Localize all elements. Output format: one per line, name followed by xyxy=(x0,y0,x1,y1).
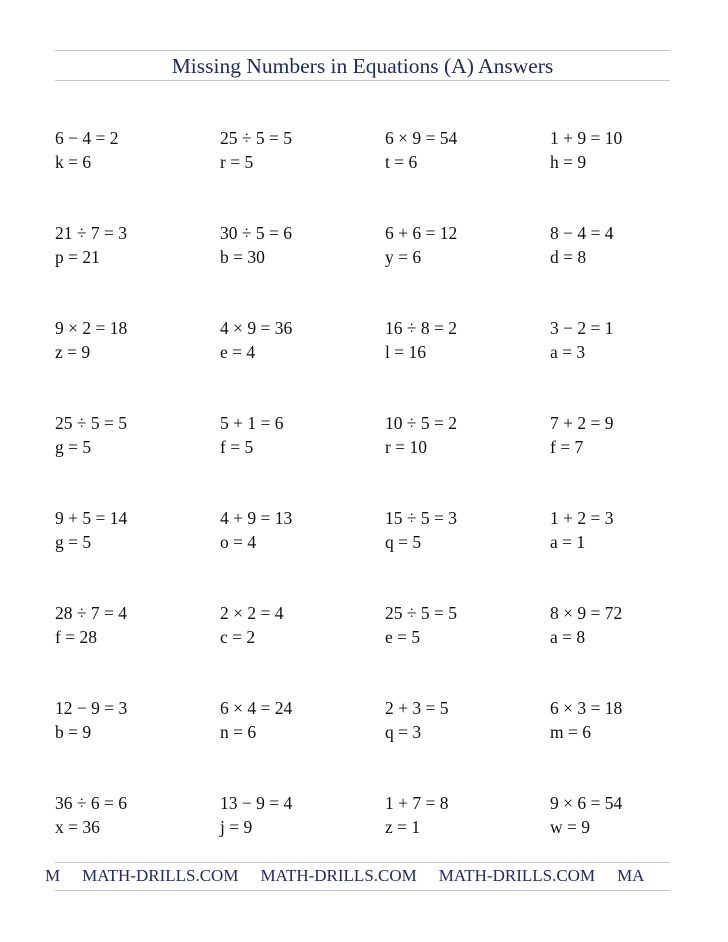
equation-text: 4 × 9 = 36 xyxy=(220,318,293,338)
problem-item xyxy=(385,601,545,657)
equation-text: 8 − 4 = 4 xyxy=(550,223,614,243)
equation-text: 6 + 6 = 12 xyxy=(385,223,458,243)
problem-row xyxy=(55,316,715,376)
equation-text: 25 ÷ 5 = 5 xyxy=(385,603,457,623)
problem-item xyxy=(220,221,380,277)
equation-text: 6 − 4 = 2 xyxy=(55,128,119,148)
problem-row xyxy=(55,126,715,186)
problem-item xyxy=(385,411,545,467)
footer-track xyxy=(45,863,666,889)
answer-text: f = 28 xyxy=(55,627,97,647)
answer-text: p = 21 xyxy=(55,247,100,267)
footer-watermark-item: M xyxy=(45,866,61,885)
problem-row xyxy=(55,791,715,851)
equation-text: 2 + 3 = 5 xyxy=(385,698,449,718)
problem-row xyxy=(55,506,715,566)
problem-item xyxy=(55,791,215,847)
answer-text: r = 10 xyxy=(385,437,427,457)
problem-item xyxy=(220,601,380,657)
answer-text: a = 1 xyxy=(550,532,586,552)
answer-text: z = 9 xyxy=(55,342,91,362)
problem-row xyxy=(55,221,715,281)
equation-text: 3 − 2 = 1 xyxy=(550,318,614,338)
equation-text: 25 ÷ 5 = 5 xyxy=(55,413,127,433)
equation-text: 5 + 1 = 6 xyxy=(220,413,284,433)
equation-text: 1 + 2 = 3 xyxy=(550,508,614,528)
equation-text: 8 × 9 = 72 xyxy=(550,603,623,623)
answer-text: l = 16 xyxy=(385,342,426,362)
equation-text: 36 ÷ 6 = 6 xyxy=(55,793,127,813)
problem-item xyxy=(55,316,215,372)
footer-watermark-item: MATH-DRILLS.COM xyxy=(438,866,596,885)
problem-item xyxy=(385,791,545,847)
problem-item xyxy=(385,126,545,182)
problem-item xyxy=(220,316,380,372)
problem-item xyxy=(220,791,380,847)
problem-item xyxy=(550,506,710,562)
problem-item xyxy=(385,506,545,562)
answer-text: b = 9 xyxy=(55,722,92,742)
answer-text: q = 3 xyxy=(385,722,422,742)
answer-text: a = 3 xyxy=(550,342,586,362)
answer-text: q = 5 xyxy=(385,532,422,552)
equation-text: 6 × 9 = 54 xyxy=(385,128,458,148)
problem-item xyxy=(550,126,710,182)
problem-item xyxy=(550,411,710,467)
answer-text: r = 5 xyxy=(220,152,254,172)
equation-text: 7 + 2 = 9 xyxy=(550,413,614,433)
equation-text: 2 × 2 = 4 xyxy=(220,603,284,623)
equation-text: 30 ÷ 5 = 6 xyxy=(220,223,292,243)
equation-text: 12 − 9 = 3 xyxy=(55,698,128,718)
problem-item xyxy=(550,791,710,847)
answer-text: o = 4 xyxy=(220,532,257,552)
problem-item xyxy=(220,506,380,562)
answer-text: h = 9 xyxy=(550,152,587,172)
equation-text: 4 + 9 = 13 xyxy=(220,508,293,528)
equation-text: 13 − 9 = 4 xyxy=(220,793,293,813)
footer-watermark-item: MA xyxy=(617,866,645,885)
answer-text: g = 5 xyxy=(55,437,92,457)
problem-item xyxy=(385,221,545,277)
equation-text: 6 × 3 = 18 xyxy=(550,698,623,718)
problem-item xyxy=(55,411,215,467)
footer-watermark xyxy=(45,863,670,889)
equation-text: 9 × 2 = 18 xyxy=(55,318,128,338)
problem-item xyxy=(385,316,545,372)
answer-text: w = 9 xyxy=(550,817,591,837)
answer-text: f = 7 xyxy=(550,437,584,457)
equation-text: 9 + 5 = 14 xyxy=(55,508,128,528)
problem-item xyxy=(220,411,380,467)
answer-text: k = 6 xyxy=(55,152,92,172)
problem-item xyxy=(55,506,215,562)
footer-bottom-rule xyxy=(55,890,670,891)
answer-text: z = 1 xyxy=(385,817,421,837)
answer-text: g = 5 xyxy=(55,532,92,552)
answer-text: c = 2 xyxy=(220,627,256,647)
answer-text: j = 9 xyxy=(220,817,253,837)
answer-text: a = 8 xyxy=(550,627,586,647)
problem-row xyxy=(55,411,715,471)
equation-text: 21 ÷ 7 = 3 xyxy=(55,223,127,243)
equation-text: 15 ÷ 5 = 3 xyxy=(385,508,457,528)
answer-text: n = 6 xyxy=(220,722,257,742)
problem-item xyxy=(220,696,380,752)
problem-row xyxy=(55,601,715,661)
answer-text: e = 5 xyxy=(385,627,421,647)
footer-watermark-item: MATH-DRILLS.COM xyxy=(82,866,239,885)
answer-text: e = 4 xyxy=(220,342,256,362)
equation-text: 10 ÷ 5 = 2 xyxy=(385,413,457,433)
problem-item xyxy=(550,696,710,752)
answer-text: b = 30 xyxy=(220,247,265,267)
problem-item xyxy=(550,601,710,657)
problem-item xyxy=(220,126,380,182)
problem-item xyxy=(55,696,215,752)
equation-text: 25 ÷ 5 = 5 xyxy=(220,128,292,148)
problem-item xyxy=(385,696,545,752)
problem-item xyxy=(550,221,710,277)
page-title: Missing Numbers in Equations (A) Answers xyxy=(171,54,554,78)
answer-text: x = 36 xyxy=(55,817,100,837)
answer-text: m = 6 xyxy=(550,722,591,742)
problem-row xyxy=(55,696,715,756)
answer-text: t = 6 xyxy=(385,152,418,172)
answer-grid xyxy=(55,126,715,856)
footer-watermark-item: MATH-DRILLS.COM xyxy=(260,866,417,885)
problem-item xyxy=(55,126,215,182)
title-top-rule xyxy=(55,50,670,51)
equation-text: 9 × 6 = 54 xyxy=(550,793,623,813)
problem-item xyxy=(55,221,215,277)
answer-text: y = 6 xyxy=(385,247,422,267)
equation-text: 1 + 7 = 8 xyxy=(385,793,449,813)
answer-text: f = 5 xyxy=(220,437,254,457)
equation-text: 28 ÷ 7 = 4 xyxy=(55,603,127,623)
equation-text: 6 × 4 = 24 xyxy=(220,698,293,718)
title-bottom-rule xyxy=(55,80,670,81)
answer-text: d = 8 xyxy=(550,247,587,267)
equation-text: 1 + 9 = 10 xyxy=(550,128,623,148)
problem-item xyxy=(550,316,710,372)
problem-item xyxy=(55,601,215,657)
equation-text: 16 ÷ 8 = 2 xyxy=(385,318,457,338)
